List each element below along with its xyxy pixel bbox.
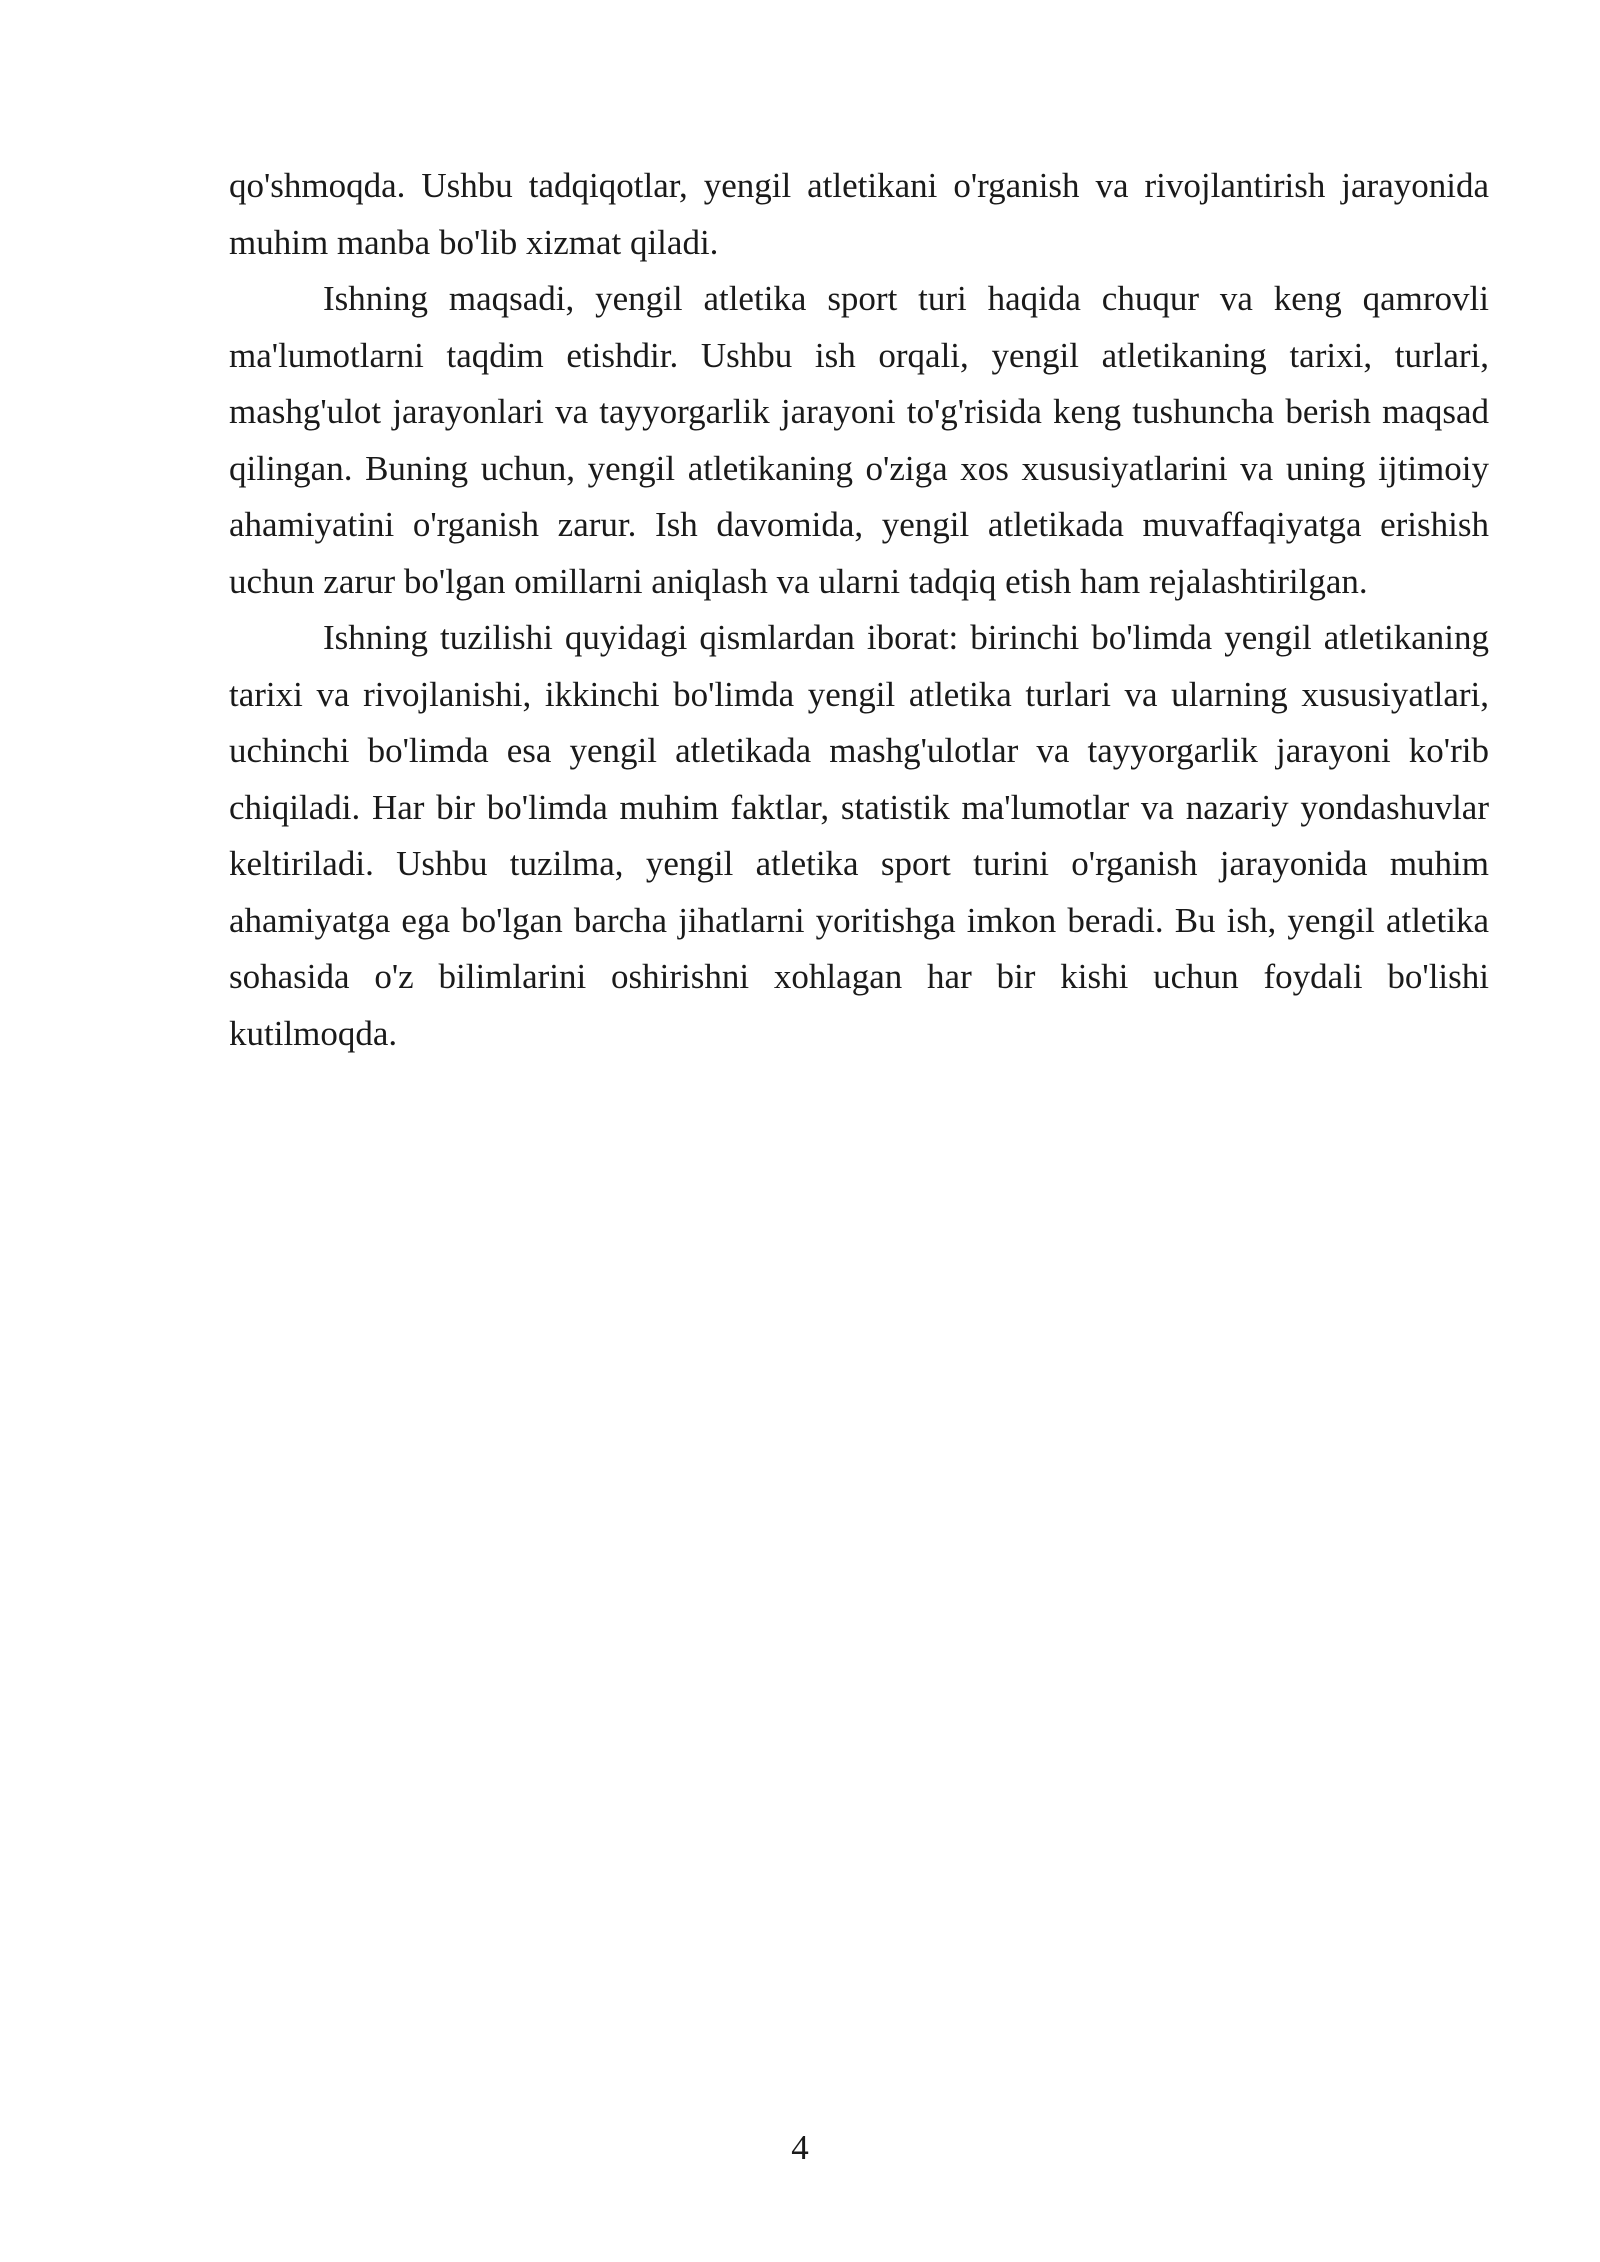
paragraph-purpose: Ishning maqsadi, yengil atletika sport turi haqida chuqur va keng qamrovli ma'lumotlarni taqdim etishdir. Ushbu ish orqali, yengil atletikaning tarixi, turlari, mashg'ulot jarayonlari va tayyorgarlik jarayoni to'g'risida keng tushuncha berish maqsad qilingan. Buning uchun, yengil atletikaning o'ziga xos xususiyatlarini va uning ijtimoiy ahamiyatini o'rganish zarur. Ish davomida, yengil atletikada muvaffaqiyatga erishish uchun zarur bo'lgan omillarni aniqlash va ularni tadqiq etish ham rejalashtirilgan. xyxy=(229,279,1489,601)
paragraph-structure: Ishning tuzilishi quyidagi qismlardan iborat: birinchi bo'limda yengil atletikaning tarixi va rivojlanishi, ikkinchi bo'limda yengil atletika turlari va ularning xususiyatlari, uchinchi bo'limda esa yengil atletikada mashg'ulotlar va tayyorgarlik jarayoni ko'rib chiqiladi. Har bir bo'limda muhim faktlar, statistik ma'lumotlar va nazariy yondashuvlar keltiriladi. Ushbu tuzilma, yengil atletika sport turini o'rganish jarayonida muhim ahamiyatga ega bo'lgan barcha jihatlarni yoritishga imkon beradi. Bu ish, yengil atletika sohasida o'z bilimlarini oshirishni xohlagan har bir kishi uchun foydali bo'lishi kutilmoqda. xyxy=(229,618,1489,1053)
paragraph-continuation: qo'shmoqda. Ushbu tadqiqotlar, yengil atletikani o'rganish va rivojlantirish jarayonida muhim manba bo'lib xizmat qiladi. xyxy=(229,166,1489,262)
page-number: 4 xyxy=(791,2128,809,2167)
body-text xyxy=(229,158,1489,1062)
